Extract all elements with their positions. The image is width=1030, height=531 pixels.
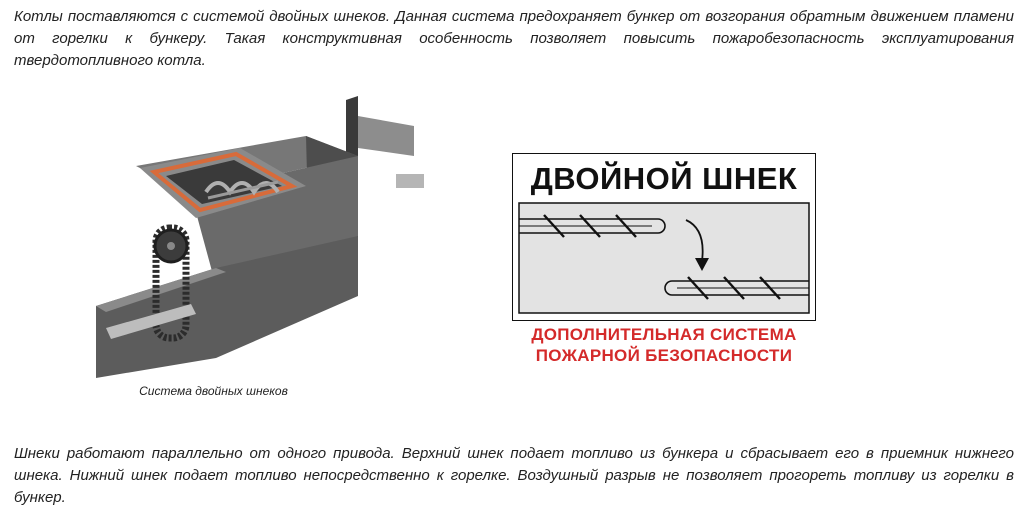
- diagram-caption-line-1: ДОПОЛНИТЕЛЬНАЯ СИСТЕМА: [531, 325, 797, 344]
- explanation-paragraph: Шнеки работают параллельно от одного привода. Верхний шнек подает топливо из бункера и сбрасывает его в приемник нижнего шнека. Нижний шнек подает топливо непосредственно к горелке. Воздушный разрыв не позволяет прогореть топливу из горелки в бункер.: [14, 445, 1014, 506]
- auger-schematic: [512, 153, 816, 321]
- diagram-title: ДВОЙНОЙ ШНЕК: [530, 161, 798, 196]
- double-auger-photo: [96, 96, 426, 408]
- upper-auger: [519, 215, 665, 237]
- auger-assembly-illustration: [96, 96, 426, 386]
- photo-caption: Система двойных шнеков: [139, 384, 288, 398]
- diagram-caption-line-2: ПОЖАРНОЙ БЕЗОПАСНОСТИ: [535, 346, 793, 365]
- intro-paragraph: Котлы поставляются с системой двойных шнеков. Данная система предохраняет бункер от возгорания обратным движением пламени от горелки к бункеру. Такая конструктивная особенность позволяет повысить пожаробезопасность эксплуатирования твердотопливного котла.: [14, 8, 1014, 69]
- double-auger-diagram: [512, 153, 816, 370]
- lower-auger: [665, 277, 809, 299]
